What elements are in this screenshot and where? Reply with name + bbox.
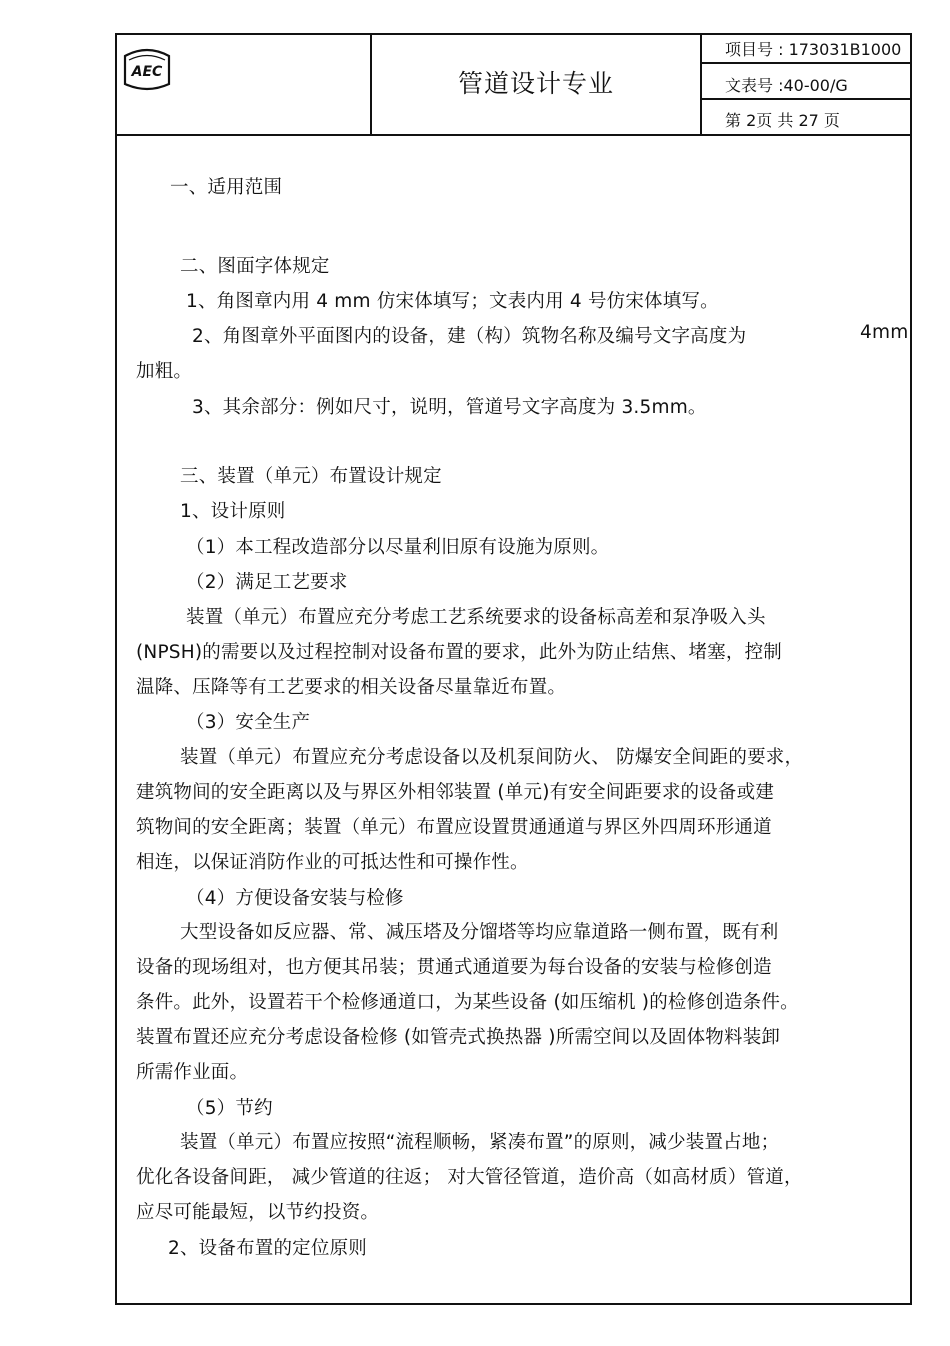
list-item: （4）方便设备安装与检修 (186, 888, 404, 909)
meta-row-rule-2 (700, 98, 912, 100)
paragraph-line: 装置（单元）布置应按照“流程顺畅，紧凑布置”的原则，减少装置占地； (180, 1132, 780, 1153)
paragraph-line: 条件。此外，设置若干个检修通道口，为某些设备 (如压缩机 )的检修创造条件。 (136, 992, 799, 1013)
paragraph-line: 优化各设备间距， 减少管道的往返； 对大管径管道，造价高（如高材质）管道， (136, 1167, 803, 1188)
header-divider-right (700, 33, 702, 135)
paragraph-line: 所需作业面。 (136, 1062, 249, 1083)
project-number: 项目号 : 173031B1000 (725, 40, 902, 59)
list-item: （1）本工程改造部分以尽量利旧原有设施为原则。 (186, 537, 610, 558)
paragraph-line: 装置布置还应充分考虑设备检修 (如管壳式换热器 )所需空间以及固体物料装卸 (136, 1027, 781, 1048)
list-item: （3）安全生产 (186, 712, 311, 733)
paragraph-line: 相连，以保证消防作业的可抵达性和可操作性。 (136, 852, 529, 873)
section-heading-1: 一、适用范围 (170, 177, 283, 198)
paragraph-line: 建筑物间的安全距离以及与界区外相邻装置 (单元)有安全间距要求的设备或建 (136, 782, 775, 803)
subheading: 1、设计原则 (180, 501, 286, 522)
paragraph-line: 加粗。 (136, 361, 193, 382)
paragraph-line: 设备的现场组对，也方便其吊装；贯通式通道要为每台设备的安装与检修创造 (136, 957, 772, 978)
subheading: 2、设备布置的定位原则 (168, 1238, 367, 1259)
company-logo (121, 46, 173, 92)
list-item: （5）节约 (186, 1098, 273, 1119)
header-bottom-rule (115, 134, 912, 136)
section-heading-3: 三、装置（单元）布置设计规定 (180, 466, 442, 487)
section-heading-2: 二、图面字体规定 (180, 256, 330, 277)
paragraph-line: 装置（单元）布置应充分考虑设备以及机泵间防火、 防爆安全间距的要求， (180, 747, 804, 768)
paragraph-line: 大型设备如反应器、常、减压塔及分馏塔等均应靠道路一侧布置，既有利 (180, 922, 779, 943)
paragraph-line: 3、其余部分：例如尺寸，说明，管道号文字高度为 3.5mm。 (192, 397, 707, 418)
paragraph-line: 温降、压降等有工艺要求的相关设备尽量靠近布置。 (136, 677, 567, 698)
meta-row-rule-1 (700, 62, 912, 64)
document-number: 文表号 :40-00/G (725, 76, 848, 95)
paragraph-line: (NPSH)的需要以及过程控制对设备布置的要求，此外为防止结焦、堵塞，控制 (136, 642, 782, 663)
paragraph-line: 筑物间的安全距离；装置（单元）布置应设置贯通通道与界区外四周环形通道 (136, 817, 772, 838)
list-item: （2）满足工艺要求 (186, 572, 348, 593)
svg-text:AEC: AEC (131, 64, 163, 80)
paragraph-line: 1、角图章内用 4 mm 仿宋体填写；文表内用 4 号仿宋体填写。 (186, 291, 719, 312)
document-title: 管道设计专业 (457, 69, 614, 98)
page-info: 第 2页 共 27 页 (725, 111, 840, 130)
paragraph-line: 应尽可能最短，以节约投资。 (136, 1202, 380, 1223)
paragraph-line: 装置（单元）布置应充分考虑工艺系统要求的设备标高差和泵净吸入头 (186, 607, 766, 628)
paragraph-line: 4mm (860, 322, 909, 343)
paragraph-line: 2、角图章外平面图内的设备，建（构）筑物名称及编号文字高度为 (192, 326, 747, 347)
